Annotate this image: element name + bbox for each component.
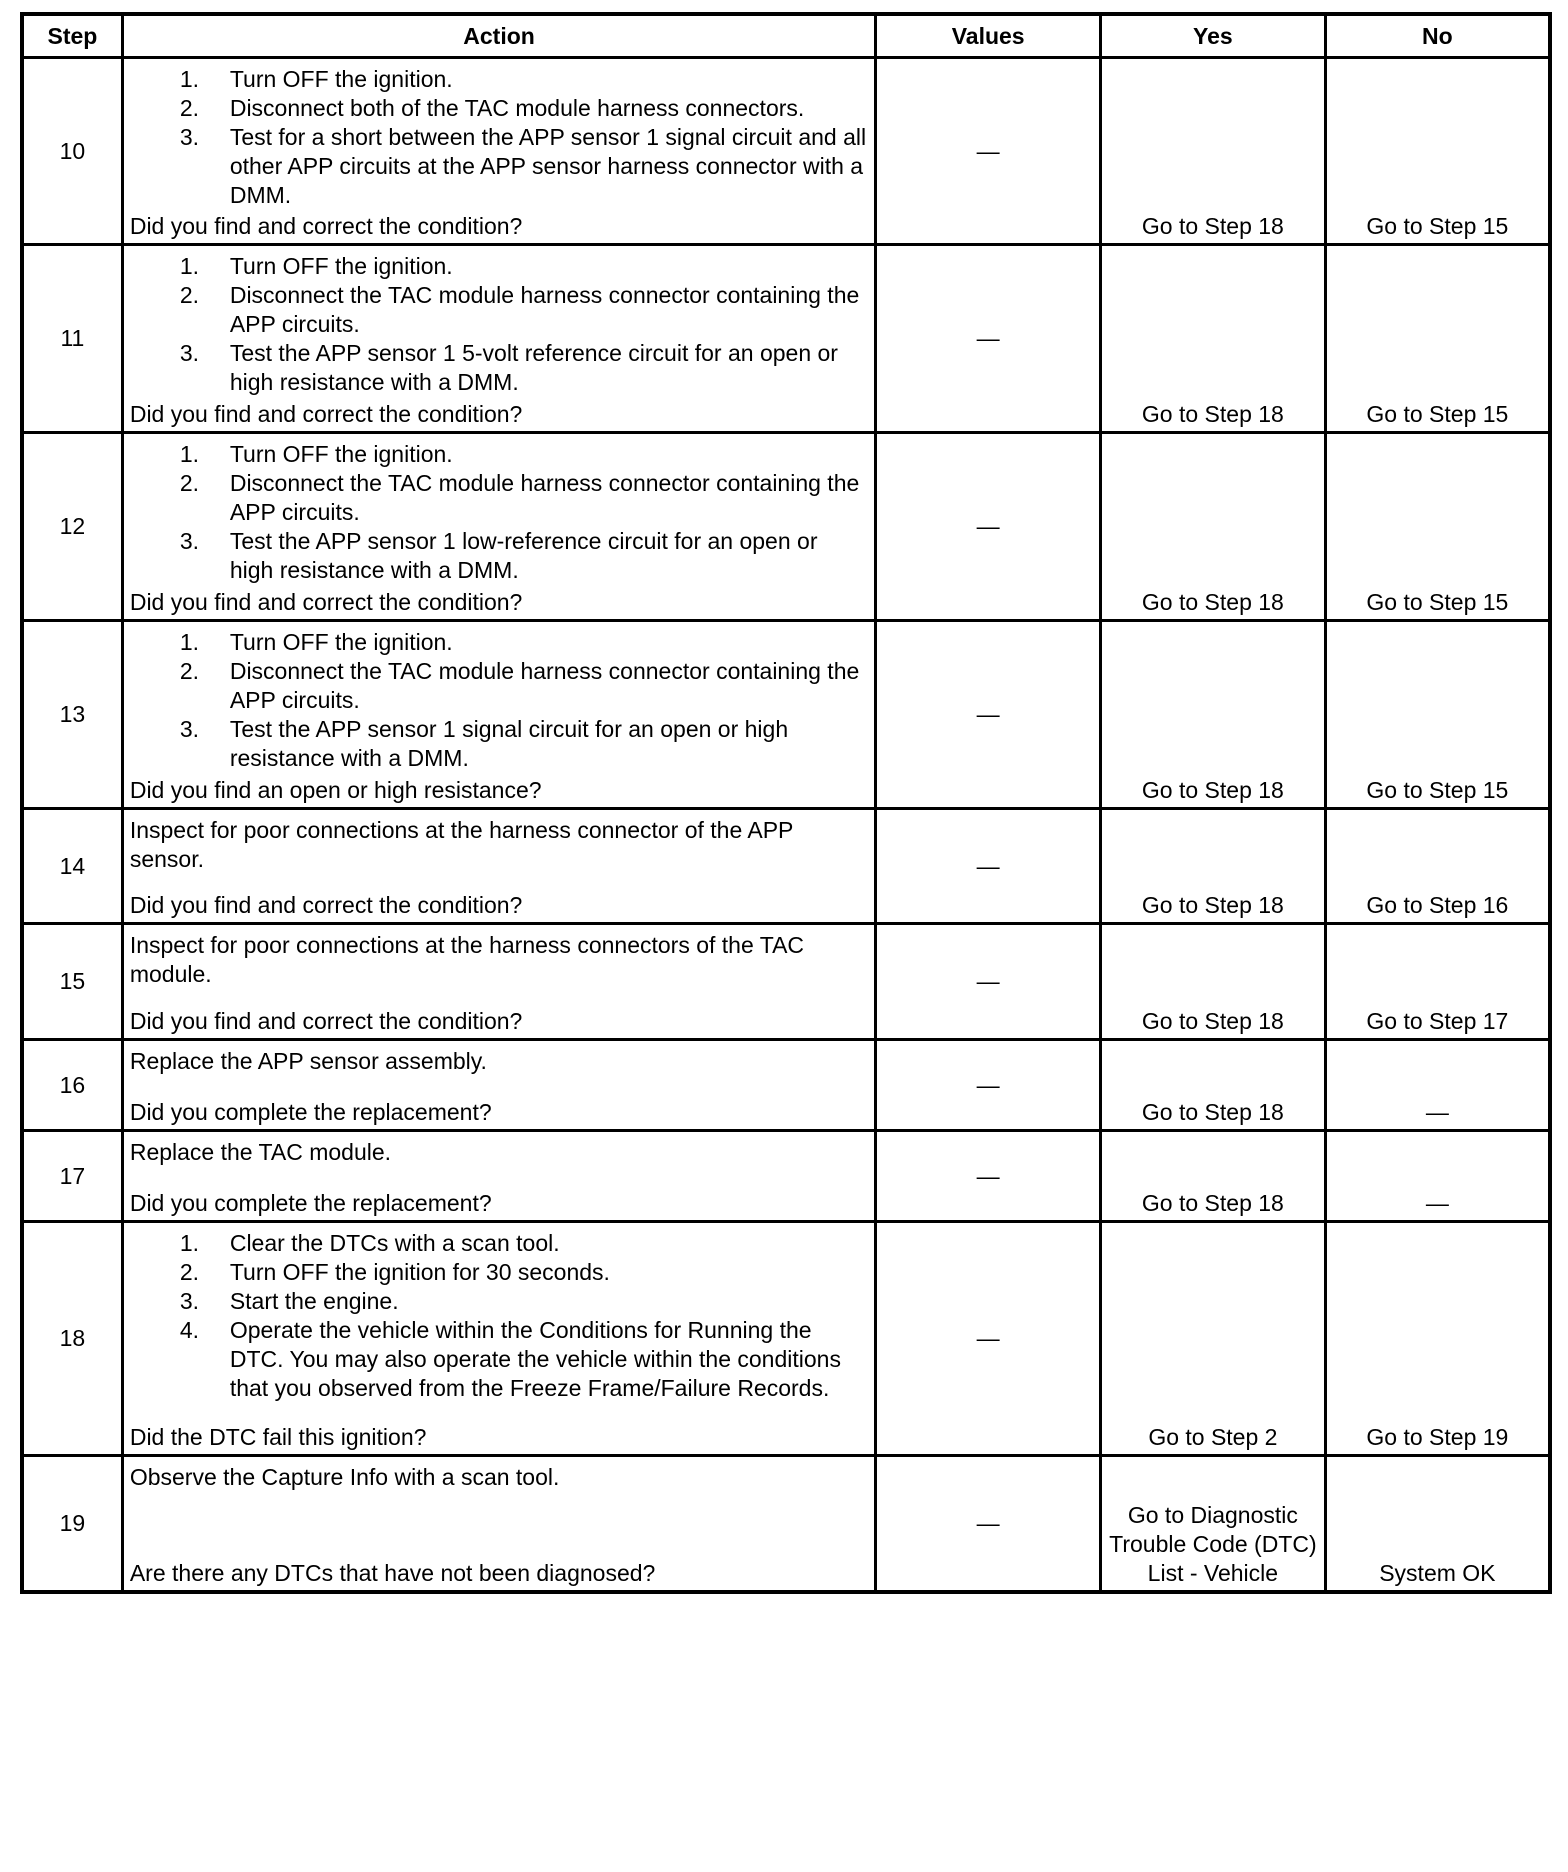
list-item-number: 1. [179, 441, 200, 467]
action-cell [122, 924, 875, 1040]
list-item-number: 3. [179, 528, 200, 554]
list-item-number: 3. [179, 124, 200, 150]
yes-result: Go to Step 18 [1101, 924, 1326, 1040]
action-question: Did you find and correct the condition? [129, 892, 523, 918]
list-item [130, 715, 866, 773]
header-action: Action [122, 14, 875, 58]
action-cell [122, 1456, 875, 1593]
table-row [22, 1131, 1550, 1222]
action-text: Inspect for poor connections at the harness connectors of the TAC module. [129, 932, 805, 987]
list-item-text: Clear the DTCs with a scan tool. [229, 1230, 560, 1256]
list-item-text: Disconnect both of the TAC module harness connectors. [229, 95, 805, 121]
action-text: Replace the TAC module. [129, 1139, 392, 1165]
yes-result: Go to Step 18 [1101, 433, 1326, 621]
list-item-text: Start the engine. [229, 1288, 399, 1314]
list-item-number: 2. [179, 470, 200, 496]
list-item-text: Turn OFF the ignition. [229, 66, 453, 92]
list-item-text: Test for a short between the APP sensor 1 signal circuit and all other APP circuits at the APP sensor harness connector with a DMM. [229, 124, 867, 208]
table-row [22, 58, 1550, 245]
action-cell [122, 809, 875, 924]
step-number: 18 [22, 1222, 122, 1456]
list-item-number: 2. [179, 1259, 200, 1285]
step-number: 13 [22, 621, 122, 809]
no-result: Go to Step 16 [1325, 809, 1550, 924]
list-item-number: 3. [179, 340, 200, 366]
action-text: Replace the APP sensor assembly. [129, 1048, 487, 1074]
yes-result: Go to Step 18 [1101, 621, 1326, 809]
table-body [22, 58, 1550, 1593]
list-item-number: 3. [179, 716, 200, 742]
action-step-list [130, 628, 866, 773]
table-header-row [22, 14, 1550, 58]
yes-result: Go to Diagnostic Trouble Code (DTC) List - Vehicle [1101, 1456, 1326, 1593]
list-item-number: 1. [179, 1230, 200, 1256]
values-cell: — [876, 1040, 1101, 1131]
table-row [22, 1456, 1550, 1593]
list-item [130, 94, 866, 123]
no-result: — [1325, 1040, 1550, 1131]
list-item-number: 3. [179, 1288, 200, 1314]
list-item-number: 1. [179, 66, 200, 92]
step-number: 16 [22, 1040, 122, 1131]
action-content [124, 810, 874, 922]
no-result: Go to Step 17 [1325, 924, 1550, 1040]
action-content [124, 246, 874, 431]
action-question: Are there any DTCs that have not been diagnosed? [129, 1560, 656, 1586]
step-number: 11 [22, 245, 122, 433]
header-step: Step [22, 14, 122, 58]
yes-result: Go to Step 18 [1101, 1040, 1326, 1131]
list-item [130, 281, 866, 339]
header-yes: Yes [1101, 14, 1326, 58]
no-result: Go to Step 15 [1325, 433, 1550, 621]
action-content [124, 59, 874, 243]
list-item [130, 339, 866, 397]
values-cell: — [876, 1222, 1101, 1456]
step-number: 19 [22, 1456, 122, 1593]
table-row [22, 245, 1550, 433]
list-item-text: Test the APP sensor 1 5-volt reference circuit for an open or high resistance with a DMM. [229, 340, 838, 395]
action-question: Did you complete the replacement? [129, 1099, 492, 1125]
action-cell [122, 621, 875, 809]
list-item [130, 1287, 866, 1316]
action-cell [122, 1222, 875, 1456]
step-number: 12 [22, 433, 122, 621]
action-cell [122, 1040, 875, 1131]
yes-result: Go to Step 18 [1101, 245, 1326, 433]
list-item-text: Operate the vehicle within the Conditions for Running the DTC. You may also operate the vehicle within the conditions that you observed from the Freeze Frame/Failure Records. [229, 1317, 841, 1401]
list-item-number: 2. [179, 282, 200, 308]
list-item [130, 440, 866, 469]
values-cell: — [876, 621, 1101, 809]
list-item-number: 2. [179, 95, 200, 121]
no-result: System OK [1325, 1456, 1550, 1593]
list-item-text: Turn OFF the ignition for 30 seconds. [229, 1259, 610, 1285]
action-content [124, 434, 874, 619]
list-item-text: Test the APP sensor 1 low-reference circuit for an open or high resistance with a DMM. [229, 528, 818, 583]
yes-result: Go to Step 18 [1101, 809, 1326, 924]
list-item [130, 65, 866, 94]
step-number: 10 [22, 58, 122, 245]
action-cell [122, 58, 875, 245]
list-item-number: 1. [179, 629, 200, 655]
list-item [130, 657, 866, 715]
list-item-text: Disconnect the TAC module harness connector containing the APP circuits. [229, 282, 860, 337]
action-cell [122, 245, 875, 433]
list-item [130, 1229, 866, 1258]
action-question: Did you find and correct the condition? [129, 213, 523, 239]
table-row [22, 1040, 1550, 1131]
no-result: Go to Step 15 [1325, 621, 1550, 809]
action-question: Did you find an open or high resistance? [129, 777, 542, 803]
action-question: Did you find and correct the condition? [129, 589, 523, 615]
list-item-number: 1. [179, 253, 200, 279]
step-number: 17 [22, 1131, 122, 1222]
action-content [124, 1457, 874, 1590]
values-cell: — [876, 1131, 1101, 1222]
values-cell: — [876, 245, 1101, 433]
no-result: Go to Step 19 [1325, 1222, 1550, 1456]
step-number: 15 [22, 924, 122, 1040]
action-content [124, 1132, 874, 1220]
table-row [22, 809, 1550, 924]
header-values: Values [876, 14, 1101, 58]
action-content [124, 1223, 874, 1454]
list-item-text: Turn OFF the ignition. [229, 629, 453, 655]
yes-result: Go to Step 18 [1101, 58, 1326, 245]
values-cell: — [876, 433, 1101, 621]
values-cell: — [876, 1456, 1101, 1593]
list-item [130, 527, 866, 585]
no-result: Go to Step 15 [1325, 245, 1550, 433]
list-item-text: Disconnect the TAC module harness connector containing the APP circuits. [229, 658, 860, 713]
action-step-list [130, 440, 866, 585]
action-text: Observe the Capture Info with a scan tool. [129, 1464, 560, 1490]
table-row [22, 924, 1550, 1040]
list-item [130, 1258, 866, 1287]
table-row [22, 433, 1550, 621]
no-result: Go to Step 15 [1325, 58, 1550, 245]
action-question: Did the DTC fail this ignition? [129, 1424, 427, 1450]
step-number: 14 [22, 809, 122, 924]
action-cell [122, 1131, 875, 1222]
table-row [22, 1222, 1550, 1456]
no-result: — [1325, 1131, 1550, 1222]
action-question: Did you find and correct the condition? [129, 1008, 523, 1034]
action-step-list [130, 252, 866, 397]
action-question: Did you complete the replacement? [129, 1190, 492, 1216]
action-step-list [130, 65, 866, 210]
list-item-text: Test the APP sensor 1 signal circuit for an open or high resistance with a DMM. [229, 716, 789, 771]
action-cell [122, 433, 875, 621]
action-content [124, 622, 874, 807]
list-item-number: 4. [179, 1317, 200, 1343]
list-item [130, 469, 866, 527]
list-item [130, 628, 866, 657]
diagnostic-steps-table [20, 12, 1552, 1594]
header-no: No [1325, 14, 1550, 58]
action-content [124, 1041, 874, 1129]
list-item-text: Disconnect the TAC module harness connector containing the APP circuits. [229, 470, 860, 525]
values-cell: — [876, 58, 1101, 245]
action-text: Inspect for poor connections at the harness connector of the APP sensor. [129, 817, 793, 872]
values-cell: — [876, 809, 1101, 924]
table-row [22, 621, 1550, 809]
list-item [130, 1316, 866, 1403]
action-step-list [130, 1229, 866, 1403]
action-question: Did you find and correct the condition? [129, 401, 523, 427]
list-item-number: 2. [179, 658, 200, 684]
yes-result: Go to Step 18 [1101, 1131, 1326, 1222]
yes-result: Go to Step 2 [1101, 1222, 1326, 1456]
list-item-text: Turn OFF the ignition. [229, 253, 453, 279]
list-item-text: Turn OFF the ignition. [229, 441, 453, 467]
action-content [124, 925, 874, 1038]
list-item [130, 123, 866, 210]
list-item [130, 252, 866, 281]
values-cell: — [876, 924, 1101, 1040]
